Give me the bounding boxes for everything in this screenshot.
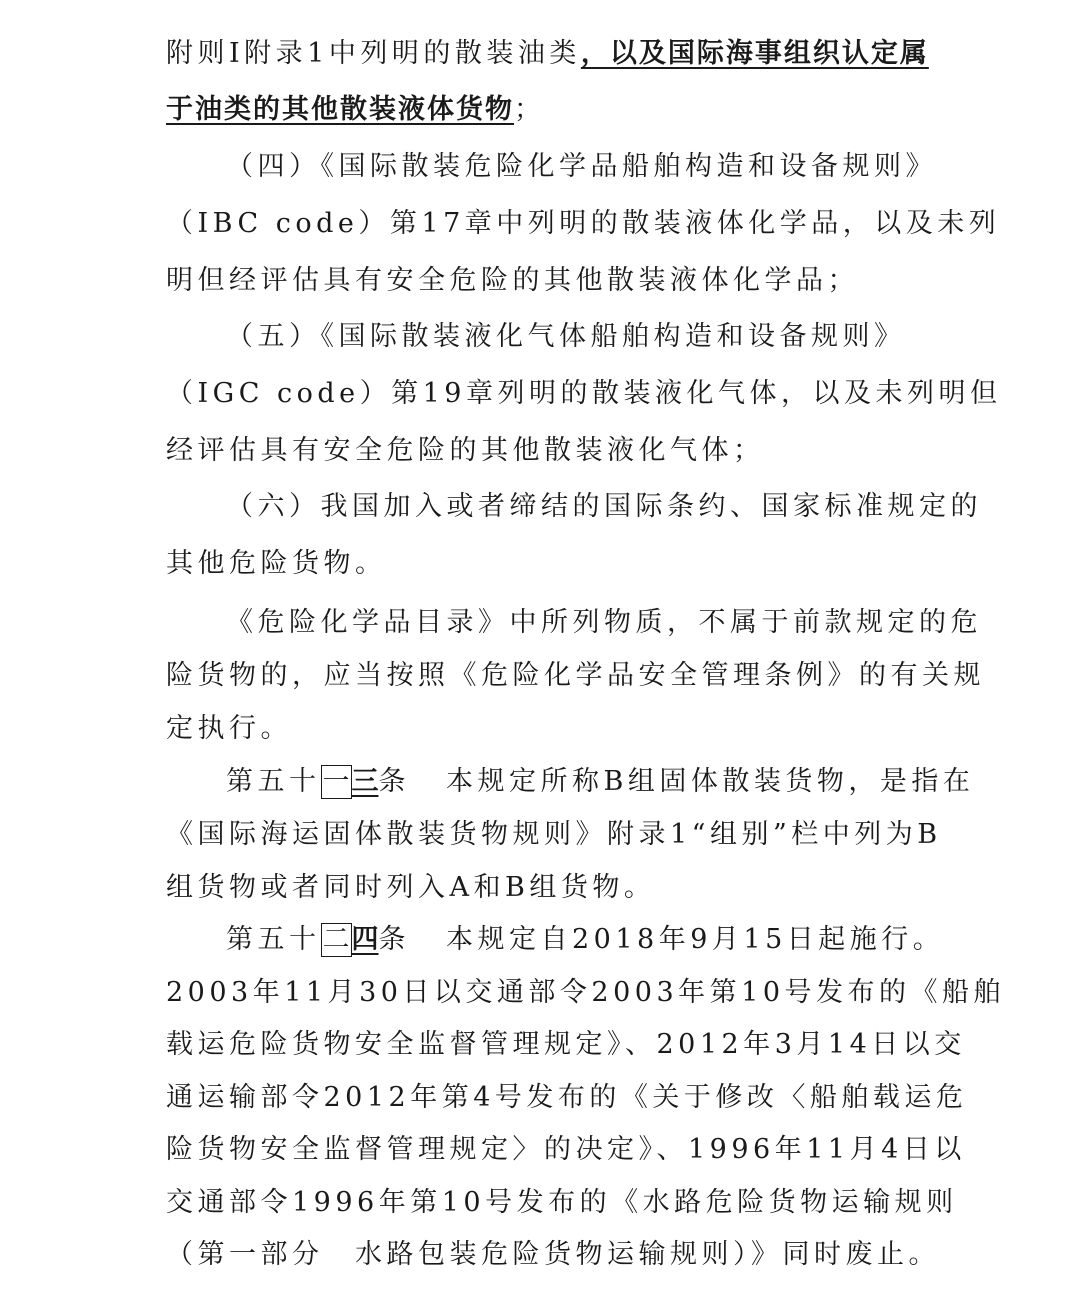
- text-line: 交通部令1996年第10号发布的《水路危险货物运输规则: [166, 1187, 958, 1218]
- text-line: 组货物或者同时列入A和B组货物。: [166, 872, 656, 903]
- text-line: 定执行。: [166, 713, 292, 744]
- added-text: ，以及国际海事组织认定属: [580, 38, 929, 69]
- deleted-char-box: 二: [322, 924, 350, 955]
- text-line: 明但经评估具有安全危险的其他散装液体化学品；: [166, 265, 859, 296]
- text-line: [166, 34, 929, 74]
- paragraph-four-title: （四）《国际散装危险化学品船舶构造和设备规则》: [226, 151, 937, 182]
- article-body: 本规定所称B组固体散装货物，是指在: [446, 766, 975, 797]
- inserted-char: 四: [351, 924, 379, 955]
- text-line: 载运危险货物安全监督管理规定》、2012年3月14日以交: [166, 1029, 966, 1060]
- text-run: 附则Ⅰ附录1中列明的散装油类: [166, 38, 581, 69]
- text-line: 险货物安全监督管理规定〉的决定》、1996年11月4日以: [166, 1134, 966, 1165]
- article-suffix: 条: [378, 924, 410, 955]
- paragraph-six-title: （六）我国加入或者缔结的国际条约、国家标准规定的: [226, 491, 982, 522]
- article-number: 第五十: [226, 766, 321, 797]
- text-line: [166, 90, 926, 130]
- added-text: 于油类的其他散装液体货物: [166, 94, 514, 125]
- text-run: ；: [514, 94, 546, 125]
- inserted-char: 三: [351, 766, 379, 797]
- text-line: 2003年11月30日以交通部令2003年第10号发布的《船舶: [166, 977, 1005, 1008]
- article-body: 本规定自2018年9月15日起施行。: [446, 924, 945, 955]
- article-suffix: 条: [378, 766, 410, 797]
- text-line: （第一部分 水路包装危险货物运输规则）》同时废止。: [166, 1239, 940, 1270]
- paragraph-start: 《危险化学品目录》中所列物质，不属于前款规定的危: [226, 607, 982, 638]
- article-number: 第五十: [226, 924, 321, 955]
- text-line: 险货物的，应当按照《危险化学品安全管理条例》的有关规: [166, 660, 985, 691]
- paragraph-five-title: （五）《国际散装液化气体船舶构造和设备规则》: [226, 321, 906, 352]
- text-line: 经评估具有安全危险的其他散装液化气体；: [166, 435, 765, 466]
- article-54-line: [226, 920, 986, 960]
- deleted-char-box: 一: [322, 766, 350, 797]
- text-line: （IBC code）第17章中列明的散装液体化学品，以及未列: [166, 208, 1001, 239]
- text-line: 《国际海运固体散装货物规则》附录1“组别”栏中列为B: [166, 819, 942, 850]
- text-line: 其他危险货物。: [166, 548, 387, 579]
- text-line: 通运输部令2012年第4号发布的《关于修改〈船舶载运危: [166, 1082, 968, 1113]
- text-line: （IGC code）第19章列明的散装液化气体，以及未列明但: [166, 378, 1002, 409]
- article-53-line: [226, 762, 986, 802]
